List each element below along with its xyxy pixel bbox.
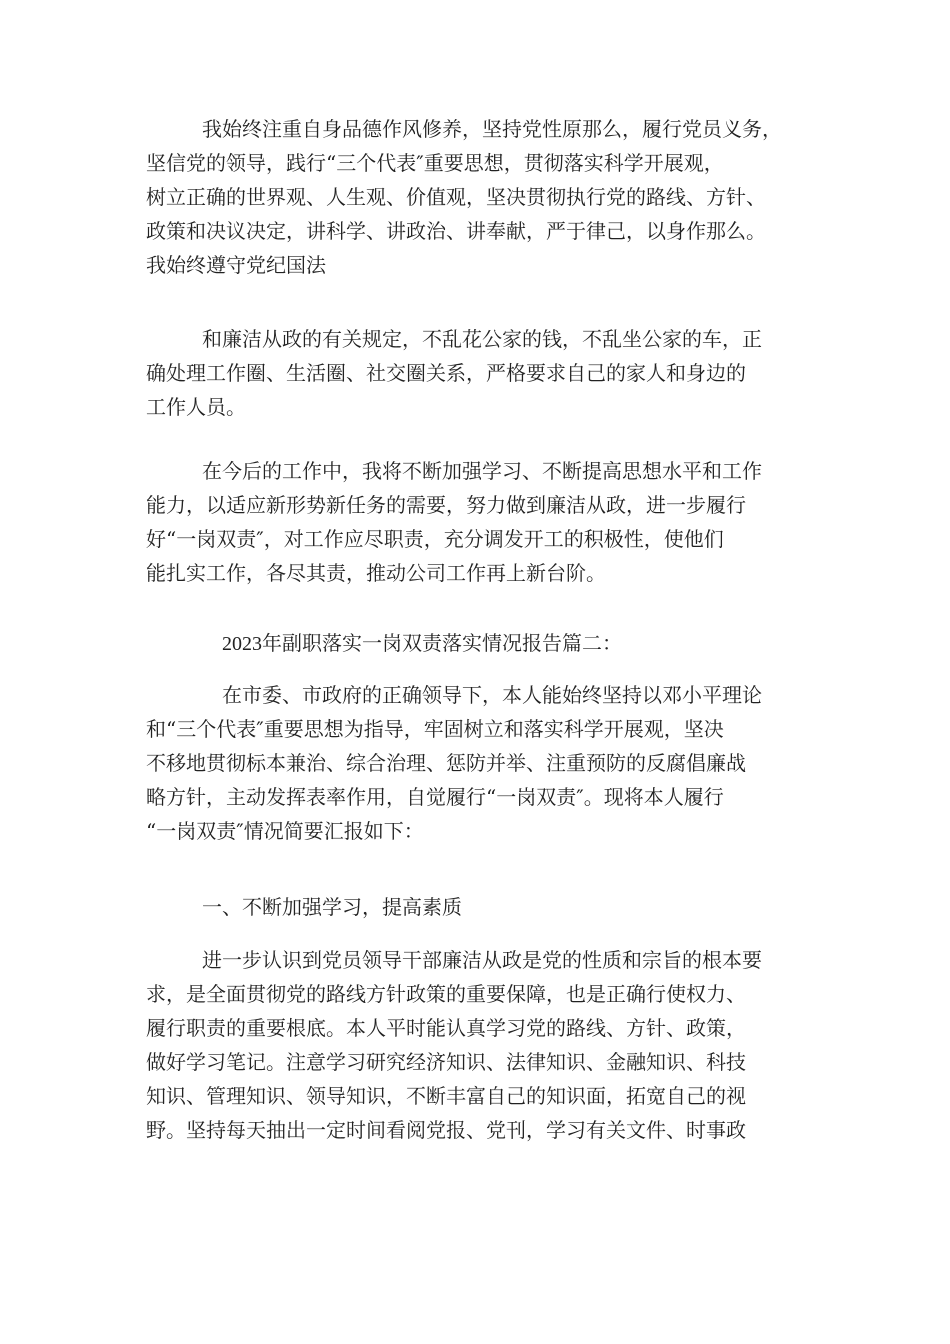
paragraph-1 [146, 112, 826, 282]
text-line: 坚信党的领导，践行“三个代表″重要思想，贯彻落实科学开展观， [146, 151, 724, 175]
text-line: 我始终遵守党纪国法 [146, 253, 326, 277]
text-line: 能力，以适应新形势新任务的需要，努力做到廉洁从政，进一步履行 [146, 493, 746, 517]
text-line: 履行职责的重要根底。本人平时能认真学习党的路线、方针、政策， [146, 1016, 746, 1040]
text-line: 好“一岗双责″，对工作应尽职责，充分调发开工的积极性，使他们 [146, 527, 724, 551]
text-line: 确处理工作圈、生活圈、社交圈关系，严格要求自己的家人和身边的 [146, 361, 746, 385]
text-line: 和廉洁从政的有关规定，不乱花公家的钱，不乱坐公家的车，正 [202, 327, 762, 351]
text-line: 知识、管理知识、领导知识，不断丰富自己的知识面，拓宽自己的视 [146, 1084, 746, 1108]
text-line: 和“三个代表″重要思想为指导，牢固树立和落实科学开展观，坚决 [146, 717, 724, 741]
paragraph-5 [146, 943, 826, 1147]
text-line: 能扎实工作，各尽其责，推动公司工作再上新台阶。 [146, 561, 606, 585]
paragraph-3 [146, 454, 826, 590]
text-line: 做好学习笔记。注意学习研究经济知识、法律知识、金融知识、科技 [146, 1050, 746, 1074]
text-line: 树立正确的世界观、人生观、价值观，坚决贯彻执行党的路线、方针、 [146, 185, 766, 209]
text-line: 进一步认识到党员领导干部廉洁从政是党的性质和宗旨的根本要 [202, 948, 762, 972]
text-line: 工作人员。 [146, 395, 246, 419]
text-line: 我始终注重自身品德作风修养，坚持党性原那么，履行党员义务， [202, 117, 782, 141]
text-line: “一岗双责″情况简要汇报如下： [146, 819, 424, 843]
text-line: 不移地贯彻标本兼治、综合治理、惩防并举、注重预防的反腐倡廉战 [146, 751, 746, 775]
article-title: 2023年副职落实一岗双责落实情况报告篇二： [222, 633, 622, 655]
paragraph-2 [146, 322, 826, 424]
text-line: 在今后的工作中，我将不断加强学习、不断提高思想水平和工作 [202, 459, 762, 483]
section-heading-article-2 [146, 627, 826, 661]
text-line: 在市委、市政府的正确领导下，本人能始终坚持以邓小平理论 [222, 683, 762, 707]
section-title: 一、不断加强学习，提高素质 [202, 895, 462, 919]
text-line: 求，是全面贯彻党的路线方针政策的重要保障，也是正确行使权力、 [146, 982, 746, 1006]
text-line: 野。坚持每天抽出一定时间看阅党报、党刊，学习有关文件、时事政 [146, 1118, 746, 1142]
text-line: 政策和决议决定，讲科学、讲政治、讲奉献，严于律己，以身作那么。 [146, 219, 766, 243]
paragraph-4 [146, 678, 826, 848]
text-line: 略方针，主动发挥表率作用，自觉履行“一岗双责″。现将本人履行 [146, 785, 724, 809]
section-heading-1 [146, 890, 826, 924]
